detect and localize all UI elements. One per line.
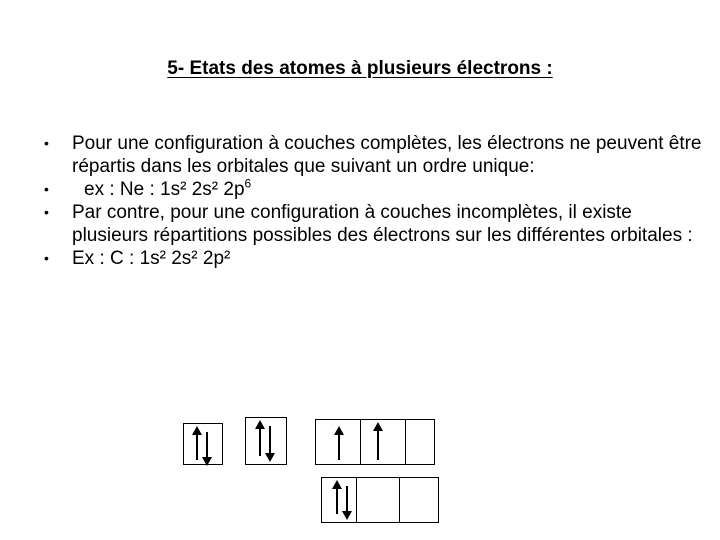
orbital-box-2p-b3 <box>399 477 439 523</box>
spin-up-arrow <box>336 488 338 514</box>
bullet-dot: • <box>44 181 49 197</box>
spin-up-arrow <box>196 434 198 460</box>
bullet-text-full-shell: Pour une configuration à couches complètes, les électrons ne peuvent être répartis dans les orbitales que suivant un ordre unique: <box>72 133 702 177</box>
spin-down-arrow <box>346 486 348 512</box>
orbital-box-2p-a1 <box>315 419 361 465</box>
spin-up-arrow <box>377 430 379 460</box>
bullet-text-ne-example <box>72 176 252 200</box>
bullet-dot: • <box>44 250 49 266</box>
ne-config-superscript: 6 <box>244 176 252 191</box>
orbital-box-2p-a2 <box>360 419 406 465</box>
spin-down-arrow <box>206 432 208 458</box>
bullet-dot: • <box>44 204 49 220</box>
slide-title: 5- Etats des atomes à plusieurs électrons : <box>167 58 553 79</box>
bullet-item <box>44 132 704 178</box>
spin-up-arrow <box>338 434 340 460</box>
bullet-text-c-example: Ex : C : 1s² 2s² 2p² <box>72 248 231 269</box>
bullet-item <box>44 247 704 270</box>
spin-up-arrow <box>259 428 261 456</box>
orbital-box-2p-a3 <box>405 419 435 465</box>
orbital-box-2p-b1 <box>321 477 357 523</box>
bullet-item <box>44 201 704 247</box>
orbital-box-1s <box>183 423 223 465</box>
bullet-list <box>44 132 704 270</box>
bullet-text-partial-shell: Par contre, pour une configuration à couches incomplètes, il existe plusieurs répartitions possibles des électrons sur les différentes orbitales : <box>72 202 693 246</box>
orbital-box-2s <box>245 417 287 465</box>
bullet-dot: • <box>44 135 49 151</box>
bullet-item <box>44 178 704 201</box>
orbital-box-2p-b2 <box>356 477 400 523</box>
spin-down-arrow <box>269 426 271 454</box>
ne-config-text: ex : Ne : 1s² 2s² 2p <box>84 179 245 200</box>
